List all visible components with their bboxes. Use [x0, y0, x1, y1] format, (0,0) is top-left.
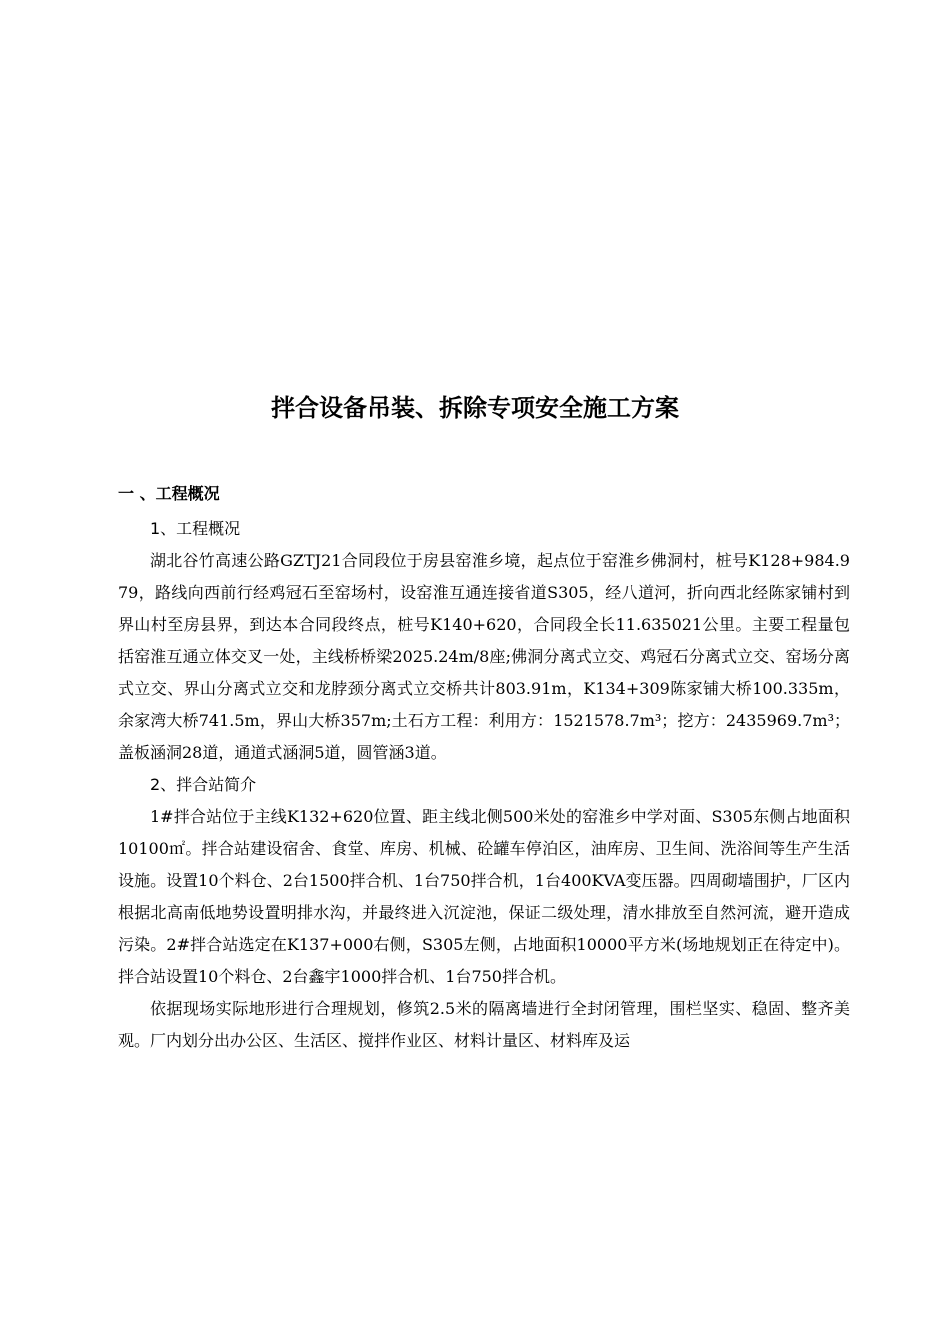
document-body: [118, 513, 850, 1057]
subsection-heading-project-overview: 1、工程概况: [150, 519, 241, 538]
paragraph-project-overview: 湖北谷竹高速公路GZTJ21合同段位于房县窑淮乡境，起点位于窑淮乡佛洞村，桩号K128+984.979，路线向西前行经鸡冠石至窑场村，设窑淮互通连接省道S305，经八道河，折向西北经陈家铺村到界山村至房县界，到达本合同段终点，桩号K140+620，合同段全长11.635021公里。主要工程量包括窑淮互通立体交叉一处，主线桥桥梁2025.24m/8座;佛洞分离式立交、鸡冠石分离式立交、窑场分离式立交、界山分离式立交和龙脖颈分离式立交桥共计803.91m，K134+309陈家铺大桥100.335m，余家湾大桥741.5m，界山大桥357m;土石方工程：利用方：1521578.7m³；挖方：2435969.7m³；盖板涵洞28道，通道式涵洞5道，圆管涵3道。: [118, 551, 850, 762]
subsection-heading-mixing-station: 2、拌合站简介: [150, 775, 257, 794]
section-heading-project-overview: 一 、工程概况: [118, 484, 220, 503]
paragraph-site-planning: 依据现场实际地形进行合理规划，修筑2.5米的隔离墙进行全封闭管理，围栏坚实、稳固、整齐美观。厂内划分出办公区、生活区、搅拌作业区、材料计量区、材料库及运: [118, 999, 850, 1050]
paragraph-mixing-station: 1#拌合站位于主线K132+620位置、距主线北侧500米处的窑淮乡中学对面、S305东侧占地面积10100㎡。拌合站建设宿舍、食堂、库房、机械、砼罐车停泊区，油库房、卫生间、洗浴间等生产生活设施。设置10个料仓、2台1500拌合机、1台750拌合机，1台400KVA变压器。四周砌墙围护，厂区内根据北高南低地势设置明排水沟，并最终进入沉淀池，保证二级处理，清水排放至自然河流，避开造成污染。2#拌合站选定在K137+000右侧，S305左侧，占地面积10000平方米(场地规划正在待定中)。拌合站设置10个料仓、2台鑫宇1000拌合机、1台750拌合机。: [118, 807, 850, 986]
document-title: 拌合设备吊装、拆除专项安全施工方案: [271, 394, 679, 422]
